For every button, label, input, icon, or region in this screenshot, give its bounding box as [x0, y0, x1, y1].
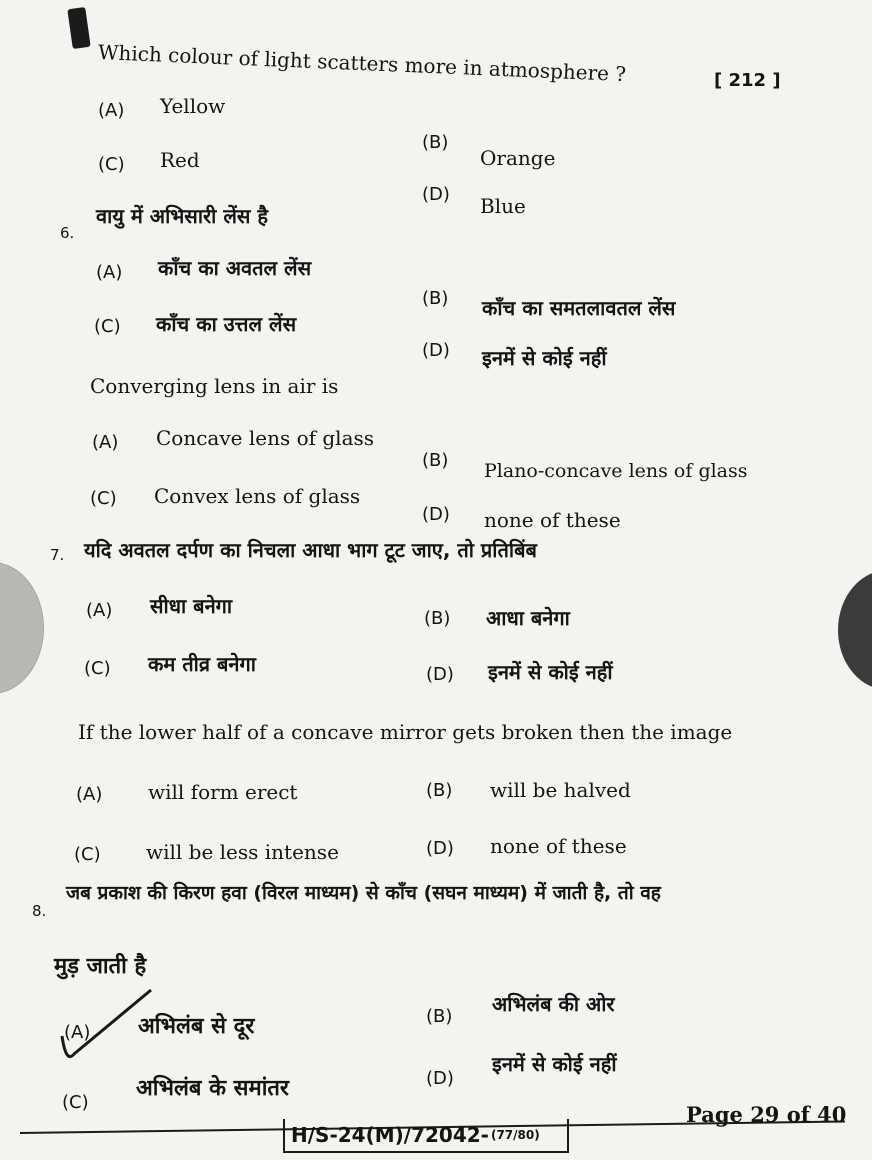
option-label: (B): [422, 132, 449, 153]
option-label: (B): [426, 1006, 453, 1027]
option-label: (B): [422, 288, 449, 309]
question-mirror-hindi: यदि अवतल दर्पण का निचला आधा भाग टूट जाए, तो प्रतिबिंब: [84, 538, 537, 562]
option-text: आधा बनेगा: [486, 606, 570, 630]
option-text: none of these: [490, 834, 627, 858]
option-label: (B): [426, 780, 453, 801]
option-text: Yellow: [160, 94, 226, 118]
option-text: इनमें से कोई नहीं: [488, 660, 613, 684]
option-label: (C): [90, 488, 117, 509]
option-label: (A): [98, 100, 125, 121]
paper-code: [283, 1119, 569, 1153]
option-label: (A): [76, 784, 103, 805]
option-text: Orange: [480, 146, 556, 170]
option-text: Plano-concave lens of glass: [484, 460, 748, 482]
page-number: Page 29 of 40: [686, 1102, 847, 1127]
option-text: Convex lens of glass: [154, 484, 361, 508]
page-code: [ 212 ]: [714, 70, 781, 91]
option-text: none of these: [484, 508, 621, 532]
punch-hole-left: [0, 562, 44, 694]
option-text: अभिलंब की ओर: [492, 992, 615, 1016]
option-text: will be less intense: [146, 840, 339, 864]
option-text: अभिलंब के समांतर: [136, 1076, 289, 1101]
option-label: (B): [424, 608, 451, 629]
question-scatter: Which colour of light scatters more in atmosphere ?: [97, 40, 627, 87]
option-text: Blue: [480, 194, 526, 218]
option-text: काँच का उत्तल लेंस: [156, 312, 297, 336]
option-label: (D): [422, 504, 450, 525]
option-label: (C): [98, 154, 125, 175]
option-label: (D): [426, 1068, 454, 1089]
option-label: (A): [92, 432, 119, 453]
option-text: will form erect: [148, 780, 298, 804]
question-lens-hindi: वायु में अभिसारी लेंस है: [96, 204, 268, 228]
option-text: कम तीव्र बनेगा: [148, 652, 256, 676]
option-label: (C): [62, 1092, 89, 1113]
option-label: (A): [86, 600, 113, 621]
option-text: सीधा बनेगा: [150, 594, 233, 618]
option-text: Concave lens of glass: [156, 426, 375, 450]
question-number: 8.: [32, 902, 47, 920]
question-refraction-line1: जब प्रकाश की किरण हवा (विरल माध्यम) से काँच (सघन माध्यम) में जाती है, तो वह: [66, 882, 661, 904]
option-label: (C): [84, 658, 111, 679]
paper-code-main: H/S-24(M)/72042-: [291, 1123, 489, 1147]
option-text: इनमें से कोई नहीं: [482, 346, 607, 370]
option-text: इनमें से कोई नहीं: [492, 1052, 617, 1076]
option-text: will be halved: [490, 778, 631, 802]
option-label: (C): [94, 316, 121, 337]
option-label: (D): [426, 664, 454, 685]
question-number: 6.: [60, 224, 75, 242]
question-mirror-english: If the lower half of a concave mirror gets broken then the image: [78, 720, 733, 744]
option-label: (A): [64, 1022, 91, 1043]
tick-mark-icon: [56, 986, 156, 1066]
question-lens-english: Converging lens in air is: [90, 374, 339, 398]
question-number: 7.: [50, 546, 65, 564]
option-label: (C): [74, 844, 101, 865]
option-label: (D): [422, 340, 450, 361]
corner-mark-icon: [67, 7, 90, 49]
option-text: अभिलंब से दूर: [138, 1014, 255, 1039]
option-label: (D): [426, 838, 454, 859]
option-text: Red: [160, 148, 200, 172]
option-text: काँच का समतलावतल लेंस: [482, 296, 676, 320]
option-label: (D): [422, 184, 450, 205]
option-text: काँच का अवतल लेंस: [158, 256, 312, 280]
option-label: (B): [422, 450, 449, 471]
question-refraction-line2: मुड़ जाती है: [54, 954, 147, 979]
option-label: (A): [96, 262, 123, 283]
paper-code-suffix: (77/80): [490, 1128, 540, 1142]
punch-hole-right: [838, 570, 872, 690]
